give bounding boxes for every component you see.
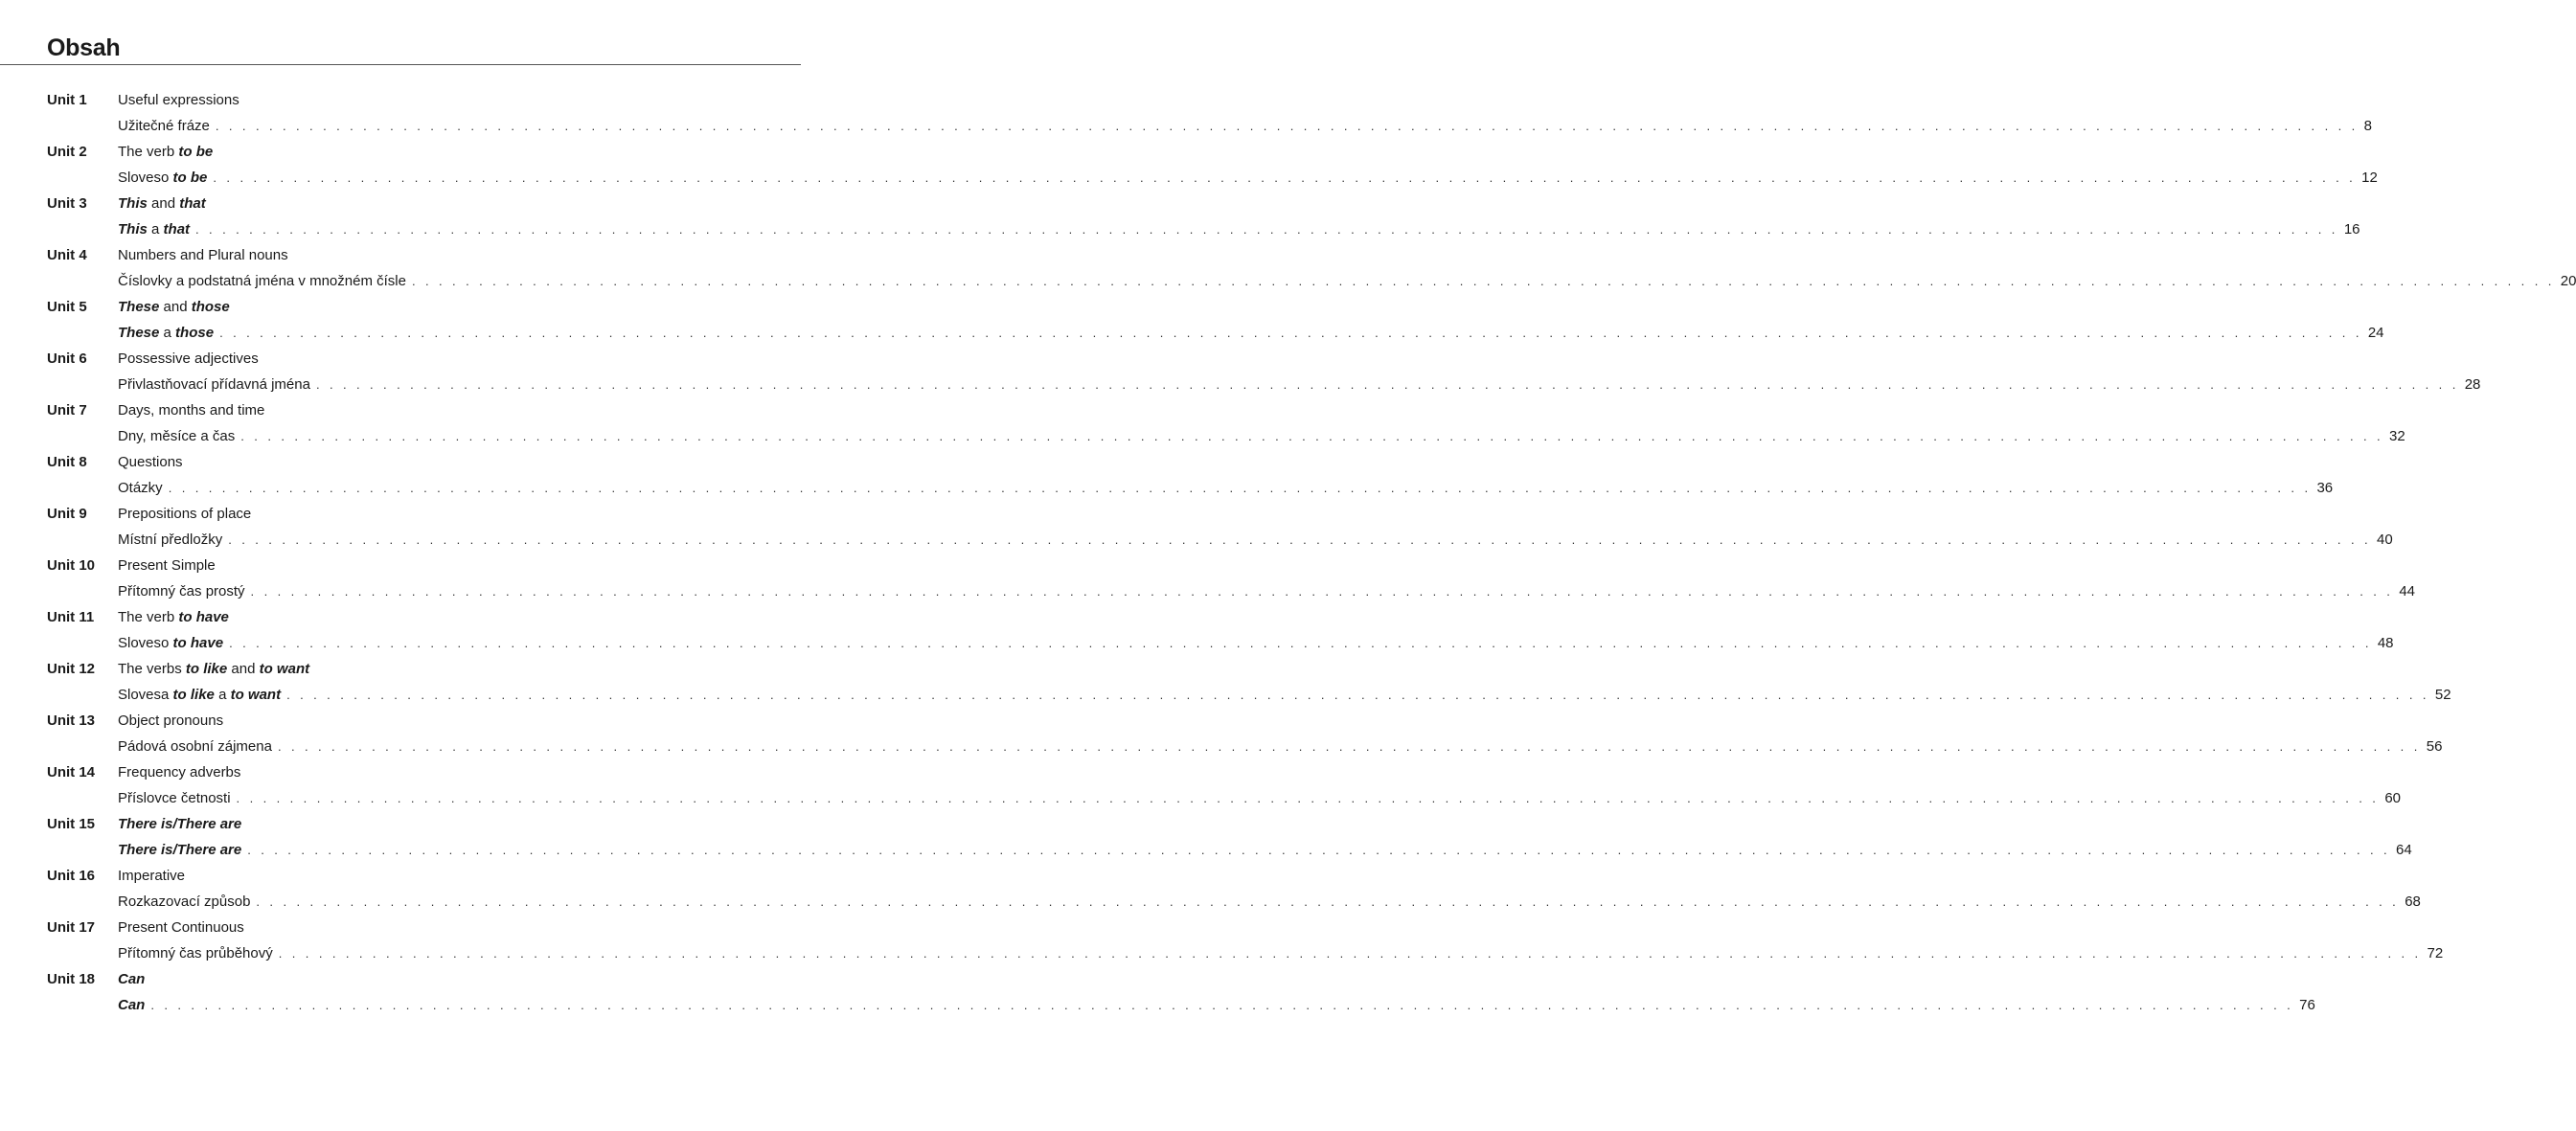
english-title [118,139,213,165]
page-number: 56 [2426,738,2443,755]
title-text: Dny, měsíce a čas [118,428,236,444]
english-title [118,604,229,630]
dot-leader: . . . . . . . . . . . . . . . . . . . . . . . . . . . . . . . . . . . . . . . . . . . . . . . . . . . . . . . . . . . . . . . . . . . . . . . . . . . . . . . . . . . . . . . . . . . . . . . . . . . . . . . . . . . . . . . . . . . . . . . . . . . . . . . . . . . . . . . . . . . . . . . . . . . . . . . . . . . . . . . . [250,584,2394,599]
unit-label: Unit 13 [47,713,96,729]
unit-label: Unit 6 [47,351,87,367]
page-number: 16 [2343,221,2360,238]
english-title [118,811,241,837]
dot-leader: . . . . . . . . . . . . . . . . . . . . . . . . . . . . . . . . . . . . . . . . . . . . . . . . . . . . . . . . . . . . . . . . . . . . . . . . . . . . . . . . . . . . . . . . . . . . . . . . . . . . . . . . . . . . . . . . . . . . . . . . . . . . . . . . . . . . . . . . . . . . . . . . . . . . . . . . . . . . . . . . [150,998,2294,1012]
title-text: Present Simple [118,557,216,574]
unit-label: Unit 17 [47,919,96,936]
dot-leader: . . . . . . . . . . . . . . . . . . . . . . . . . . . . . . . . . . . . . . . . . . . . . . . . . . . . . . . . . . . . . . . . . . . . . . . . . . . . . . . . . . . . . . . . . . . . . . . . . . . . . . . . . . . . . . . . . . . . . . . . . . . . . . . . . . . . . . . . . . . . . . . . . . . . . . . . . . . . . . . . [240,429,2384,443]
toc-entry[interactable] [0,604,2394,656]
emphasis-text: There is/There are [118,842,242,858]
czech-title [118,889,256,915]
unit-label: Unit 18 [47,971,96,987]
dot-leader: . . . . . . . . . . . . . . . . . . . . . . . . . . . . . . . . . . . . . . . . . . . . . . . . . . . . . . . . . . . . . . . . . . . . . . . . . . . . . . . . . . . . . . . . . . . . . . . . . . . . . . . . . . . . . . . . . . . . . . . . . . . . . . . . . . . . . . . . . . . . . . . . . . . . . . . . . . . . . . . . [215,119,2359,133]
title-text: The verb [118,609,179,625]
czech-title [118,372,316,397]
title-text: a [214,687,231,703]
toc-entry[interactable] [0,501,2393,553]
emphasis-text: to be [178,144,214,160]
czech-title-row[interactable] [118,423,2405,449]
english-title [118,294,230,320]
title-text: Present Continuous [118,919,244,936]
page-number: 60 [2384,790,2402,806]
unit-label: Unit 14 [47,764,96,780]
dot-leader: . . . . . . . . . . . . . . . . . . . . . . . . . . . . . . . . . . . . . . . . . . . . . . . . . . . . . . . . . . . . . . . . . . . . . . . . . . . . . . . . . . . . . . . . . . . . . . . . . . . . . . . . . . . . . . . . . . . . . . . . . . . . . . . . . . . . . . . . . . . . . . . . . . . . . . . . . . . . . . . . [411,274,2555,288]
czech-title-row[interactable] [118,992,2315,1018]
czech-title [118,113,216,139]
page-number: 64 [2396,842,2412,858]
toc-entry[interactable] [0,397,2405,449]
emphasis-text: There is/There are [118,816,242,832]
unit-label: Unit 11 [47,609,95,625]
english-title [118,449,183,475]
dot-leader: . . . . . . . . . . . . . . . . . . . . . . . . . . . . . . . . . . . . . . . . . . . . . . . . . . . . . . . . . . . . . . . . . . . . . . . . . . . . . . . . . . . . . . . . . . . . . . . . . . . . . . . . . . . . . . . . . . . . . . . . . . . . . . . . . . . . . . . . . . . . . . . . . . . . . . . . . . . . . . . . [247,843,2391,857]
emphasis-text: to want [230,687,282,703]
czech-title [118,630,229,656]
emphasis-text: that [179,195,206,212]
dot-leader: . . . . . . . . . . . . . . . . . . . . . . . . . . . . . . . . . . . . . . . . . . . . . . . . . . . . . . . . . . . . . . . . . . . . . . . . . . . . . . . . . . . . . . . . . . . . . . . . . . . . . . . . . . . . . . . . . . . . . . . . . . . . . . . . . . . . . . . . . . . . . . . . . . . . . . . . . . . . . . . . [229,636,2372,650]
czech-title-row[interactable] [118,734,2443,759]
page-number: 24 [2367,325,2384,341]
page-number: 72 [2427,945,2444,961]
czech-title [118,992,150,1018]
czech-title-row[interactable] [118,837,2412,863]
title-text: Příslovce četnosti [118,790,231,806]
emphasis-text: to have [178,609,229,625]
emphasis-text: Can [118,997,146,1013]
english-title [118,87,239,113]
toc-entry[interactable] [0,191,2360,242]
title-text: Object pronouns [118,713,224,729]
czech-title-row[interactable] [118,889,2421,915]
title-text: Questions [118,454,183,470]
czech-title [118,734,278,759]
title-text: Číslovky a podstatná jména v množném čísle [118,273,406,289]
title-text: Slovesa [118,687,173,703]
unit-label: Unit 4 [47,247,87,263]
toc-entry[interactable] [0,811,2412,863]
title-text: and [147,195,180,212]
unit-label: Unit 16 [47,868,96,884]
title-text: The verb [118,144,179,160]
page-number: 52 [2434,687,2451,703]
toc-entry[interactable] [0,294,2384,346]
title-text: Místní předložky [118,532,223,548]
emphasis-text: These [118,299,160,315]
toc-entry[interactable] [0,915,2444,966]
english-title [118,501,251,527]
title-text: Useful expressions [118,92,239,108]
english-title [118,966,145,992]
english-title [118,759,240,785]
english-title [118,397,264,423]
czech-title [118,578,251,604]
title-text: Sloveso [118,170,173,186]
title-text: Possessive adjectives [118,351,259,367]
toc-entry[interactable] [0,139,2378,191]
title-text: Přítomný čas průběhový [118,945,273,961]
title-text: a [159,325,176,341]
unit-label: Unit 1 [47,92,87,108]
dot-leader: . . . . . . . . . . . . . . . . . . . . . . . . . . . . . . . . . . . . . . . . . . . . . . . . . . . . . . . . . . . . . . . . . . . . . . . . . . . . . . . . . . . . . . . . . . . . . . . . . . . . . . . . . . . . . . . . . . . . . . . . . . . . . . . . . . . . . . . . . . . . . . . . . . . . . . . . . . . . . . . . [315,377,2459,392]
unit-label: Unit 7 [47,402,87,418]
dot-leader: . . . . . . . . . . . . . . . . . . . . . . . . . . . . . . . . . . . . . . . . . . . . . . . . . . . . . . . . . . . . . . . . . . . . . . . . . . . . . . . . . . . . . . . . . . . . . . . . . . . . . . . . . . . . . . . . . . . . . . . . . . . . . . . . . . . . . . . . . . . . . . . . . . . . . . . . . . . . . . . . [256,894,2400,909]
english-title [118,346,259,372]
unit-label: Unit 9 [47,506,87,522]
czech-title-row[interactable] [118,940,2444,966]
czech-title [118,475,169,501]
title-text: Numbers and Plural nouns [118,247,288,263]
toc-entry[interactable] [0,966,2315,1018]
title-text: Přítomný čas prostý [118,583,245,599]
czech-title-row[interactable] [118,630,2394,656]
toc-entry[interactable] [0,553,2416,604]
emphasis-text: This [118,195,148,212]
czech-title-row[interactable] [118,165,2378,191]
unit-label: Unit 15 [47,816,96,832]
czech-title [118,320,219,346]
english-title [118,191,206,216]
emphasis-text: that [163,221,191,238]
czech-title-row[interactable] [118,216,2360,242]
czech-title [118,785,237,811]
czech-title [118,682,286,708]
title-text: Rozkazovací způsob [118,893,251,910]
czech-title [118,165,213,191]
czech-title [118,216,195,242]
emphasis-text: to have [172,635,224,651]
page-number: 44 [2399,583,2416,599]
emphasis-text: This [118,221,148,238]
emphasis-text: to like [185,661,228,677]
dot-leader: . . . . . . . . . . . . . . . . . . . . . . . . . . . . . . . . . . . . . . . . . . . . . . . . . . . . . . . . . . . . . . . . . . . . . . . . . . . . . . . . . . . . . . . . . . . . . . . . . . . . . . . . . . . . . . . . . . . . . . . . . . . . . . . . . . . . . . . . . . . . . . . . . . . . . . . . . . . . . . . . [213,170,2357,185]
unit-label: Unit 12 [47,661,96,677]
toc-entry[interactable] [0,87,2372,139]
title-text: Otázky [118,480,163,496]
title-text: and [159,299,192,315]
title-text: Prepositions of place [118,506,252,522]
english-title [118,656,309,682]
unit-label: Unit 8 [47,454,87,470]
czech-title [118,527,228,553]
page-title: Obsah [47,34,121,61]
title-text: Imperative [118,868,186,884]
dot-leader: . . . . . . . . . . . . . . . . . . . . . . . . . . . . . . . . . . . . . . . . . . . . . . . . . . . . . . . . . . . . . . . . . . . . . . . . . . . . . . . . . . . . . . . . . . . . . . . . . . . . . . . . . . . . . . . . . . . . . . . . . . . . . . . . . . . . . . . . . . . . . . . . . . . . . . . . . . . . . . . . [195,222,2338,237]
emphasis-text: to like [172,687,215,703]
title-text: Užitečné fráze [118,118,210,134]
page-number: 48 [2377,635,2394,651]
english-title [118,553,216,578]
title-text: and [227,661,260,677]
title-text: Pádová osobní zájmena [118,738,272,755]
title-text: a [147,221,164,238]
czech-title [118,837,247,863]
toc-entry[interactable] [0,863,2421,915]
czech-title-row[interactable] [118,320,2384,346]
unit-label: Unit 5 [47,299,87,315]
czech-title-row[interactable] [118,475,2334,501]
title-text: Days, months and time [118,402,265,418]
czech-title [118,268,412,294]
czech-title-row[interactable] [118,268,2576,294]
emphasis-text: to be [172,170,208,186]
page-number: 68 [2405,893,2421,910]
title-text: Přivlastňovací přídavná jména [118,376,310,393]
toc-entry[interactable] [0,656,2451,708]
unit-label: Unit 2 [47,144,87,160]
czech-title-row[interactable] [118,527,2393,553]
emphasis-text: These [118,325,160,341]
title-text: Sloveso [118,635,173,651]
toc-entry[interactable] [0,708,2443,759]
page-number: 20 [2560,273,2576,289]
emphasis-text: Can [118,971,146,987]
page-number: 28 [2464,376,2481,393]
dot-leader: . . . . . . . . . . . . . . . . . . . . . . . . . . . . . . . . . . . . . . . . . . . . . . . . . . . . . . . . . . . . . . . . . . . . . . . . . . . . . . . . . . . . . . . . . . . . . . . . . . . . . . . . . . . . . . . . . . . . . . . . . . . . . . . . . . . . . . . . . . . . . . . . . . . . . . . . . . . . . . . . [278,946,2422,961]
czech-title-row[interactable] [118,113,2372,139]
dot-leader: . . . . . . . . . . . . . . . . . . . . . . . . . . . . . . . . . . . . . . . . . . . . . . . . . . . . . . . . . . . . . . . . . . . . . . . . . . . . . . . . . . . . . . . . . . . . . . . . . . . . . . . . . . . . . . . . . . . . . . . . . . . . . . . . . . . . . . . . . . . . . . . . . . . . . . . . . . . . . . . . [168,481,2312,495]
emphasis-text: those [191,299,230,315]
page-number: 40 [2377,532,2393,548]
english-title [118,242,288,268]
dot-leader: . . . . . . . . . . . . . . . . . . . . . . . . . . . . . . . . . . . . . . . . . . . . . . . . . . . . . . . . . . . . . . . . . . . . . . . . . . . . . . . . . . . . . . . . . . . . . . . . . . . . . . . . . . . . . . . . . . . . . . . . . . . . . . . . . . . . . . . . . . . . . . . . . . . . . . . . . . . . . . . . [228,532,2371,547]
page-number: 8 [2363,118,2372,134]
unit-label: Unit 3 [47,195,87,212]
toc-entry[interactable] [0,242,2576,294]
page-number: 36 [2316,480,2334,496]
title-text: The verbs [118,661,186,677]
english-title [118,915,244,940]
czech-title-row[interactable] [118,682,2451,708]
unit-label: Unit 10 [47,557,96,574]
czech-title-row[interactable] [118,578,2416,604]
dot-leader: . . . . . . . . . . . . . . . . . . . . . . . . . . . . . . . . . . . . . . . . . . . . . . . . . . . . . . . . . . . . . . . . . . . . . . . . . . . . . . . . . . . . . . . . . . . . . . . . . . . . . . . . . . . . . . . . . . . . . . . . . . . . . . . . . . . . . . . . . . . . . . . . . . . . . . . . . . . . . . . . [236,791,2380,805]
emphasis-text: to want [259,661,310,677]
czech-title-row[interactable] [118,785,2402,811]
toc-entry[interactable] [0,449,2334,501]
page-number: 76 [2299,997,2315,1013]
english-title [118,708,223,734]
title-divider [0,64,801,65]
dot-leader: . . . . . . . . . . . . . . . . . . . . . . . . . . . . . . . . . . . . . . . . . . . . . . . . . . . . . . . . . . . . . . . . . . . . . . . . . . . . . . . . . . . . . . . . . . . . . . . . . . . . . . . . . . . . . . . . . . . . . . . . . . . . . . . . . . . . . . . . . . . . . . . . . . . . . . . . . . . . . . . . [286,688,2429,702]
dot-leader: . . . . . . . . . . . . . . . . . . . . . . . . . . . . . . . . . . . . . . . . . . . . . . . . . . . . . . . . . . . . . . . . . . . . . . . . . . . . . . . . . . . . . . . . . . . . . . . . . . . . . . . . . . . . . . . . . . . . . . . . . . . . . . . . . . . . . . . . . . . . . . . . . . . . . . . . . . . . . . . . [277,739,2421,754]
english-title [118,863,185,889]
czech-title [118,423,240,449]
page-number: 12 [2361,170,2378,186]
title-text: Frequency adverbs [118,764,241,780]
dot-leader: . . . . . . . . . . . . . . . . . . . . . . . . . . . . . . . . . . . . . . . . . . . . . . . . . . . . . . . . . . . . . . . . . . . . . . . . . . . . . . . . . . . . . . . . . . . . . . . . . . . . . . . . . . . . . . . . . . . . . . . . . . . . . . . . . . . . . . . . . . . . . . . . . . . . . . . . . . . . . . . . [219,326,2362,340]
czech-title [118,940,279,966]
page-number: 32 [2389,428,2405,444]
toc-entry[interactable] [0,346,2481,397]
czech-title-row[interactable] [118,372,2481,397]
emphasis-text: those [175,325,215,341]
toc-entry[interactable] [0,759,2402,811]
table-of-contents [0,87,2576,1018]
